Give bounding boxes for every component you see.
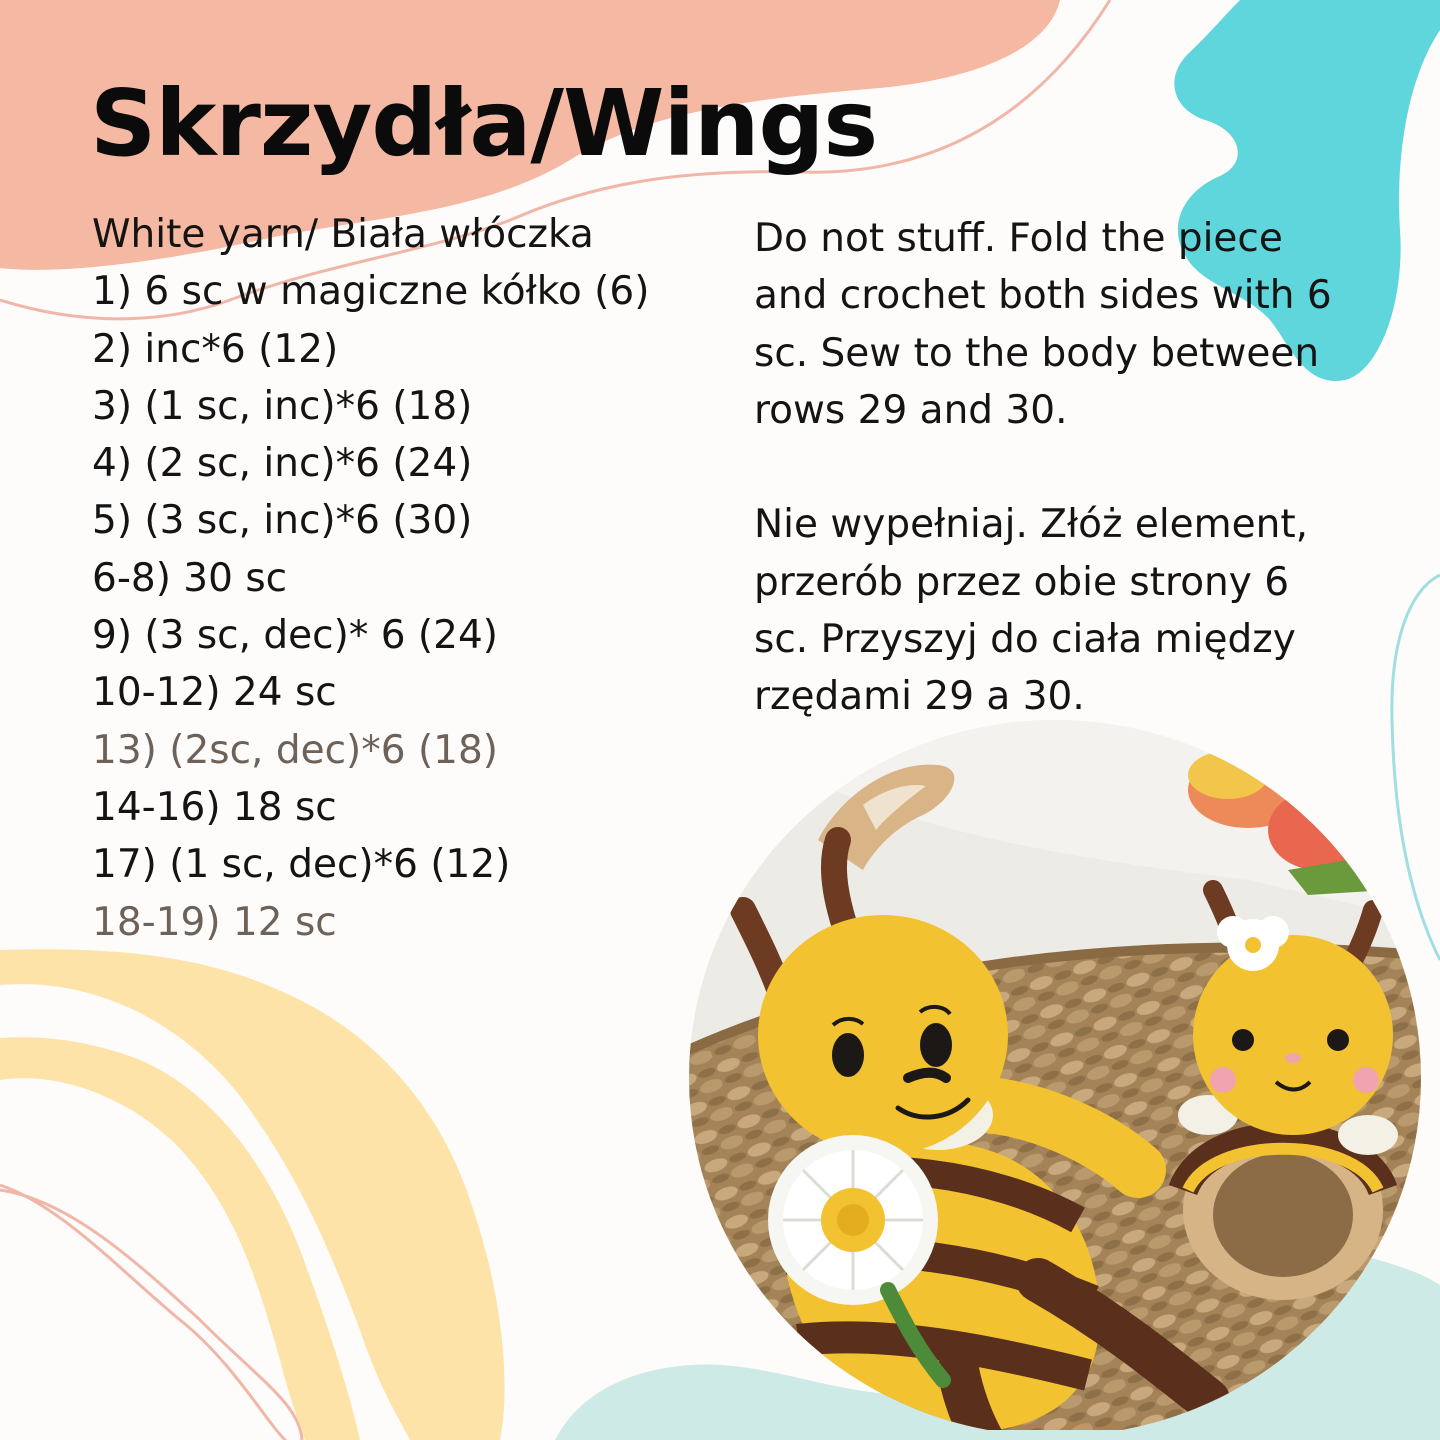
tulip-petal (1188, 751, 1268, 799)
pattern-row: 17) (1 sc, dec)*6 (12) (92, 842, 511, 888)
pattern-row: 10-12) 24 sc (92, 670, 337, 716)
note-polish: Nie wypełniaj. Złóż element, przerób przez obie strony 6 sc. Przyszyj do ciała między rzędami 29 a 30. (754, 502, 1309, 720)
yarn-label: White yarn/ Biała włóczka (92, 212, 594, 257)
pattern-row: 14-16) 18 sc (92, 784, 337, 830)
pattern-row: 4) (2 sc, inc)*6 (24) (92, 441, 473, 487)
pattern-steps (92, 206, 649, 951)
pattern-row: 13) (2sc, dec)*6 (18) (92, 727, 498, 773)
pattern-row: 18-19) 12 sc (92, 899, 337, 945)
big-bee-head (758, 915, 1008, 1155)
daisy-flower (768, 1135, 938, 1305)
note-english: Do not stuff. Fold the piece and crochet both sides with 6 sc. Sew to the body between rows 29 and 30. (754, 216, 1332, 433)
page-title: Skrzydła/Wings (90, 70, 878, 177)
pattern-row: 2) inc*6 (12) (92, 326, 339, 372)
pattern-row: 9) (3 sc, dec)* 6 (24) (92, 613, 498, 659)
bee-toys-photo (688, 720, 1422, 1430)
pattern-row: 6-8) 30 sc (92, 555, 288, 601)
pattern-row: 5) (3 sc, inc)*6 (30) (92, 498, 473, 544)
assembly-notes (754, 210, 1354, 726)
pattern-row: 3) (1 sc, inc)*6 (18) (92, 383, 473, 429)
tulip-petal (1268, 790, 1368, 870)
small-bee-head (1193, 935, 1393, 1135)
pattern-row: 1) 6 sc w magiczne kółko (6) (92, 269, 650, 315)
